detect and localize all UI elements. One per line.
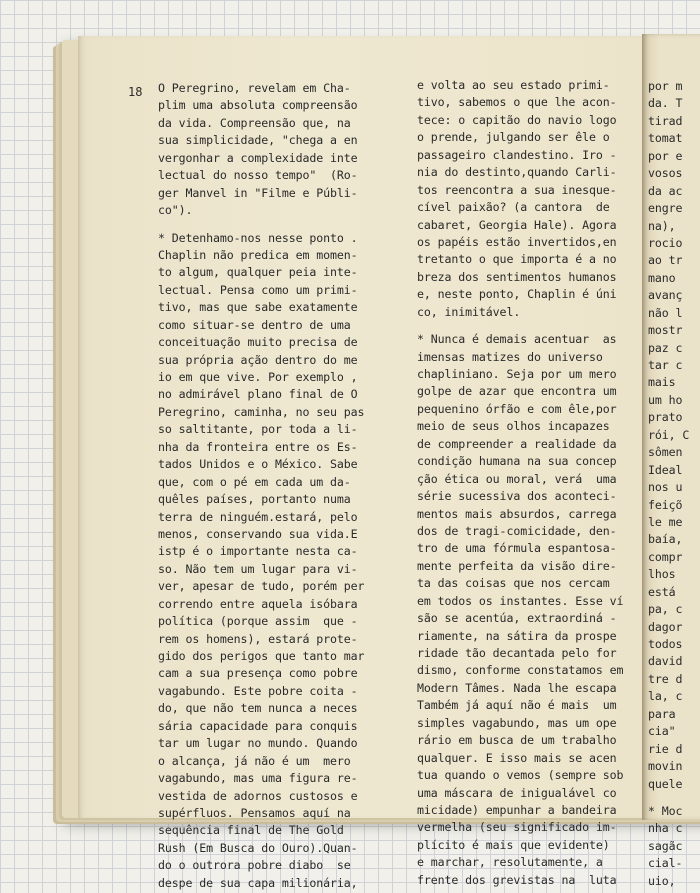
text-line: lhos <box>648 567 676 582</box>
text-line: supérfluos. Pensamos aquí na <box>158 805 351 820</box>
text-line: da vida. Compreensão que, na <box>158 115 351 130</box>
text-line: avanç <box>648 288 683 303</box>
text-line: do, que não tem nunca a neces <box>158 701 358 716</box>
text-line: qualquer. E isso mais se acen <box>417 750 617 765</box>
text-line: tar um lugar no mundo. Quando <box>158 736 358 751</box>
text-line: série sucessiva dos aconteci- <box>417 489 617 504</box>
text-line: gido dos perigos que tanto mar <box>158 649 365 663</box>
text-line: baía, <box>648 532 683 547</box>
text-line: prato <box>648 410 683 425</box>
text-line: tivo, sabemos o que lhe acon- <box>417 95 617 110</box>
text-line: rário em busca de um trabalho <box>417 733 617 748</box>
text-line: está <box>648 584 676 599</box>
text-line: ao tr <box>648 253 683 268</box>
text-line: nia do destinto,quando Carli- <box>417 165 617 180</box>
page-number: 18 <box>128 85 143 99</box>
text-line: uio, <box>648 873 676 888</box>
text-line: riamente, na sátira da prospe <box>417 628 617 643</box>
text-line: tirad <box>648 113 683 128</box>
text-line: correndo entre aquela isóbara <box>158 596 358 611</box>
text-line: e, neste ponto, Chaplin é úni <box>417 287 617 302</box>
text-line: * Nunca é demais acentuar as <box>417 332 617 347</box>
text-line: mostr <box>648 323 683 338</box>
text-line: nha da fronteira entre os Es- <box>158 439 358 454</box>
text-line: em todos os instantes. Esse ví <box>417 593 624 608</box>
text-line: feiçõ <box>648 497 683 512</box>
text-line: quêles países, portanto numa <box>158 492 351 507</box>
text-line: vergonhar a complexidade inte <box>158 150 358 165</box>
text-line: rocio <box>648 235 683 250</box>
text-line: cial- <box>648 856 683 871</box>
text-line: Rush (Em Busca do Ouro).Quan- <box>158 840 358 855</box>
text-line: nha c <box>648 821 683 836</box>
text-line: vermelha (seu significado im- <box>417 820 617 835</box>
text-line: Também já aquí não é mais um <box>417 698 617 713</box>
text-line: imensas matizes do universo <box>417 349 603 364</box>
text-line: tre d <box>648 671 683 686</box>
text-line: io em que vive. Por exemplo , <box>158 370 358 384</box>
text-line: co"). <box>158 203 193 218</box>
text-line: por e <box>648 148 683 163</box>
text-line: la, c <box>648 689 683 704</box>
text-line: ta das coisas que nos cercam <box>417 576 610 591</box>
text-line: os papéis estão invertidos,en <box>417 234 617 249</box>
text-line: mais <box>648 375 676 390</box>
text-line: dos de tragi-comicidade, den- <box>417 523 617 538</box>
text-line: no admirável plano final de O <box>158 387 358 402</box>
text-line: tivo, mas que sabe exatamente <box>158 300 358 315</box>
text-line: da ac <box>648 183 683 198</box>
text-line: plim uma absoluta compreensão <box>158 98 358 113</box>
text-line: sômen <box>648 445 683 460</box>
text-line: * Detenhamo-nos nesse ponto . <box>158 230 358 245</box>
text-line: na), <box>648 218 676 233</box>
text-line: tece: o capitão do navio logo <box>417 112 617 127</box>
text-line: vagabundo, mas uma figura re- <box>158 771 358 786</box>
text-line: do o outrora pobre diabo se <box>158 858 351 873</box>
text-line: cia" <box>648 724 676 739</box>
text-line: dismo, conforme constatamos em <box>417 663 624 678</box>
text-line: rem os homens), estará prote- <box>158 631 358 646</box>
text-line: lectual do nosso tempo" (Ro- <box>158 168 358 183</box>
text-line: vagabundo. Este pobre coita - <box>158 683 358 698</box>
text-line: passageiro clandestino. Iro - <box>417 147 617 162</box>
text-line: to algum, qualquer peia inte- <box>158 265 358 280</box>
text-line: sagãc <box>648 838 683 853</box>
text-line: cabaret, Georgia Hale). Agora <box>417 217 617 232</box>
text-line: le me <box>648 514 683 529</box>
text-line: quele <box>648 776 683 791</box>
text-line: tados Unidos e o México. Sabe <box>158 457 358 472</box>
text-line: que, com o pé em cada um da- <box>158 474 351 489</box>
text-line: por m <box>648 79 683 93</box>
text-column-left <box>158 80 393 892</box>
text-line: istp é o importante nesta ca- <box>158 544 358 559</box>
text-line: compr <box>648 549 683 564</box>
text-line: chapliniano. Seja por um mero <box>417 367 617 381</box>
text-line: mente perfeita da visão dire- <box>417 558 617 573</box>
text-line: Chaplin não predica em momen- <box>158 247 358 262</box>
text-line: mentos mais absurdos, carrega <box>417 506 617 521</box>
text-line: de compreender a realidade da <box>417 436 617 451</box>
text-line: e marchar, resolutamente, a <box>417 855 603 870</box>
text-line: tar c <box>648 358 683 372</box>
text-line <box>648 793 700 803</box>
text-line: são se acentúa, extraordiná - <box>417 611 617 626</box>
text-line: cível paixão? (a cantora de <box>417 200 610 215</box>
text-line <box>158 220 393 230</box>
text-line: tos reencontra a sua inesque- <box>417 182 617 197</box>
text-line: tretanto o que importa é a no <box>417 252 617 267</box>
text-line: despe de sua capa milionária, <box>158 875 358 890</box>
text-line: sua própria ação dentro do me <box>158 352 358 367</box>
text-line: so saltitante, por toda a li- <box>158 422 358 437</box>
text-line: não l <box>648 305 683 320</box>
text-line: ridade tão decantada pelo for <box>417 646 617 660</box>
text-line: meio de seus olhos incapazes <box>417 419 610 434</box>
text-line: um ho <box>648 392 683 407</box>
text-line: o alcança, já não é um mero <box>158 753 351 768</box>
text-line: ver, apesar de tudo, porém per <box>158 579 365 594</box>
text-line: sequência final de The Gold <box>158 823 344 838</box>
text-line: todos <box>648 637 683 651</box>
text-line: uma máscara de inigualável co <box>417 785 617 800</box>
text-column-right-partial <box>648 78 700 890</box>
text-line: política (porque assim que - <box>158 614 358 629</box>
text-line: condição humana na sua concep <box>417 454 617 469</box>
text-line: david <box>648 654 683 669</box>
text-line: golpe de azar que encontra um <box>417 384 617 399</box>
text-line: e volta ao seu estado primi- <box>417 78 610 92</box>
text-line <box>417 321 643 331</box>
text-line: Ideal <box>648 462 683 477</box>
text-line: terra de ninguém.estará, pelo <box>158 509 358 524</box>
text-line: plícito é mais que evidente) <box>417 837 610 852</box>
text-line: tro de uma fórmula espantosa- <box>417 541 617 556</box>
text-line: frente dos grevistas na luta <box>417 872 617 887</box>
text-line: simples vagabundo, mas um ope <box>417 715 617 730</box>
text-line: sária capacidade para conquis <box>158 718 358 733</box>
text-line: Modern Tâmes. Nada lhe escapa <box>417 680 617 695</box>
text-line: da. T <box>648 96 683 111</box>
text-line: micidade) empunhar a bandeira <box>417 802 617 817</box>
text-line: so. Não tem um lugar para vi- <box>158 561 358 576</box>
text-line: dagor <box>648 619 683 634</box>
text-line: menos, conservando sua vida.E <box>158 526 358 541</box>
text-line: movin <box>648 759 683 774</box>
text-line: Peregrino, caminha, no seu pas <box>158 404 365 419</box>
text-line: vosos <box>648 166 683 181</box>
text-line: tomat <box>648 131 683 146</box>
text-line: nos u <box>648 480 683 495</box>
text-line: paz c <box>648 340 683 355</box>
text-line: pequenino órfão e com êle,por <box>417 401 617 416</box>
text-line: rói, C <box>648 427 690 442</box>
text-line: engre <box>648 201 683 216</box>
text-line: * Moc <box>648 803 683 818</box>
text-line: conceituação muito precisa de <box>158 335 358 350</box>
text-line: o prende, julgando ser êle o <box>417 130 610 145</box>
text-line: sua simplicidade, "chega a en <box>158 133 358 148</box>
text-line: mano <box>648 270 676 285</box>
text-line: pa, c <box>648 602 683 617</box>
text-line: breza dos sentimentos humanos <box>417 269 617 284</box>
text-line: O Peregrino, revelam em Cha- <box>158 81 351 95</box>
text-line: rie d <box>648 741 683 756</box>
text-line: cam a sua presença como pobre <box>158 666 358 681</box>
text-line: ção ética ou moral, verá uma <box>417 471 617 486</box>
text-line: tua quando o vemos (sempre sob <box>417 768 624 783</box>
text-column-middle <box>417 77 643 889</box>
text-line: ger Manvel in "Filme e Públi- <box>158 185 358 200</box>
text-line: co, inimitável. <box>417 304 521 319</box>
text-line: lectual. Pensa como um primi- <box>158 282 358 297</box>
text-line: para <box>648 706 676 721</box>
text-line: vestida de adornos custosos e <box>158 788 358 803</box>
text-line: como situar-se dentro de uma <box>158 317 351 332</box>
